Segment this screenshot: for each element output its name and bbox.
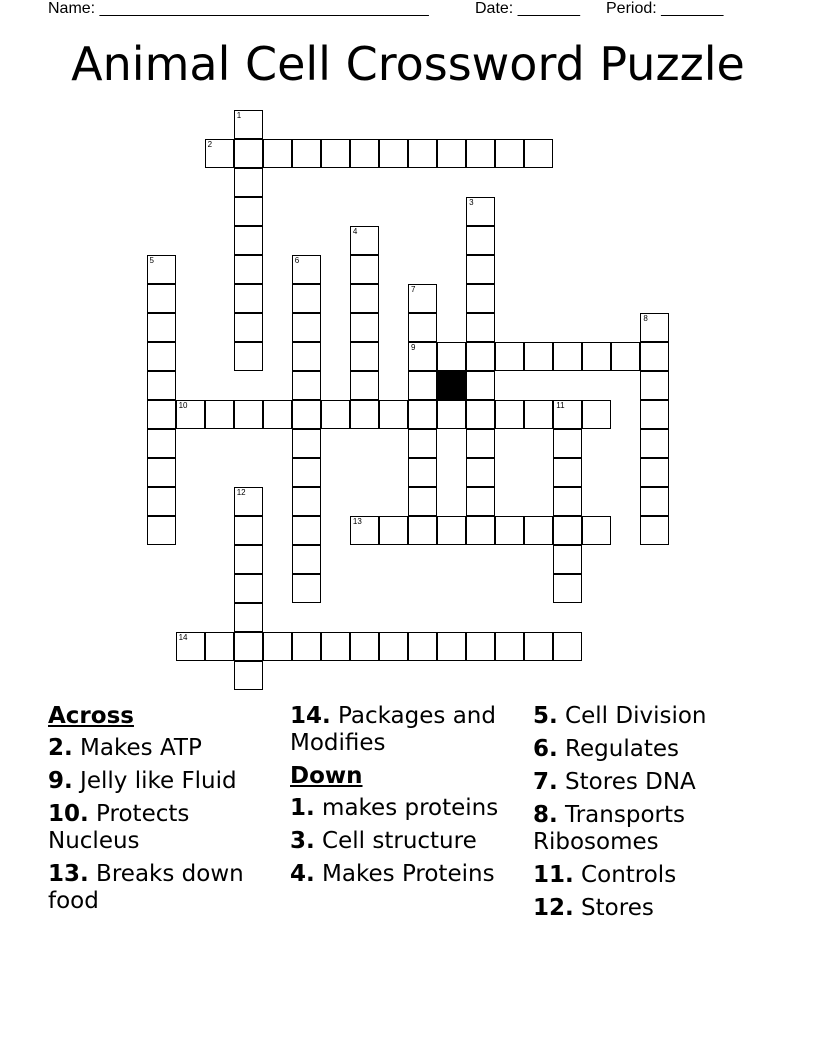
clue-item-text: Stores (573, 895, 654, 921)
grid-cell[interactable] (350, 139, 379, 168)
grid-cell[interactable] (466, 429, 495, 458)
down-clues-part-2 (533, 703, 758, 922)
grid-cell[interactable] (350, 371, 379, 400)
grid-cell[interactable] (640, 342, 669, 371)
clue-item (290, 795, 515, 822)
clue-item-text: Breaks down food (48, 861, 244, 914)
grid-cell[interactable] (495, 516, 524, 545)
grid-cell[interactable] (466, 487, 495, 516)
grid-cell[interactable] (350, 226, 379, 255)
clue-list (48, 703, 768, 1003)
grid-cell[interactable] (147, 255, 176, 284)
grid-cell[interactable] (408, 284, 437, 313)
grid-cell[interactable] (553, 342, 582, 371)
grid-cell[interactable] (147, 487, 176, 516)
clue-item-text: Packages and Modifies (290, 703, 496, 756)
grid-cell[interactable] (582, 342, 611, 371)
grid-cell[interactable] (466, 226, 495, 255)
grid-cell[interactable] (234, 313, 263, 342)
grid-cell[interactable] (437, 516, 466, 545)
grid-cell[interactable] (553, 545, 582, 574)
grid-cell[interactable] (437, 400, 466, 429)
grid-cell[interactable] (292, 255, 321, 284)
grid-cell[interactable] (292, 371, 321, 400)
grid-cell[interactable] (466, 516, 495, 545)
grid-cell[interactable] (234, 661, 263, 690)
grid-cell[interactable] (379, 139, 408, 168)
grid-cell[interactable] (495, 139, 524, 168)
clue-column-2 (290, 703, 515, 894)
grid-cell[interactable] (234, 632, 263, 661)
clue-item (533, 736, 758, 763)
grid-cell[interactable] (466, 342, 495, 371)
grid-cell[interactable] (350, 313, 379, 342)
grid-cell[interactable] (234, 603, 263, 632)
grid-cell[interactable] (640, 516, 669, 545)
grid-cell[interactable] (408, 516, 437, 545)
name-field-label[interactable]: Name: _____________________________________ (48, 0, 429, 17)
grid-cell[interactable] (640, 458, 669, 487)
grid-cell[interactable] (234, 574, 263, 603)
grid-cell[interactable] (495, 342, 524, 371)
grid-cell[interactable] (292, 487, 321, 516)
grid-cell[interactable] (292, 284, 321, 313)
grid-cell[interactable] (321, 139, 350, 168)
clue-number: 10 (178, 401, 188, 410)
clue-item (48, 735, 273, 762)
clue-item-number: 5. (533, 703, 558, 729)
grid-cell[interactable] (466, 284, 495, 313)
down-clues-part-1 (290, 795, 515, 888)
clue-item (533, 769, 758, 796)
grid-cell[interactable] (582, 516, 611, 545)
grid-cell[interactable] (234, 342, 263, 371)
grid-cell[interactable] (176, 400, 205, 429)
grid-cell[interactable] (408, 313, 437, 342)
grid-cell[interactable] (234, 487, 263, 516)
grid-cell[interactable] (466, 632, 495, 661)
clue-item (48, 801, 273, 855)
grid-cell[interactable] (234, 226, 263, 255)
grid-cell[interactable] (553, 400, 582, 429)
clue-item-text: Regulates (557, 736, 679, 762)
grid-cell[interactable] (147, 371, 176, 400)
across-clues-part-2 (290, 703, 515, 757)
clue-item-number: 9. (48, 768, 73, 794)
clue-item-text: Makes Proteins (314, 861, 495, 887)
grid-cell[interactable] (524, 632, 553, 661)
grid-cell[interactable] (524, 516, 553, 545)
clue-number: 9 (411, 342, 416, 352)
grid-cell[interactable] (524, 139, 553, 168)
grid-cell[interactable] (524, 400, 553, 429)
grid-cell[interactable] (147, 284, 176, 313)
clue-number: 13 (352, 517, 362, 527)
clue-item (533, 802, 758, 856)
page-title: Animal Cell Crossword Puzzle (71, 37, 745, 91)
grid-cell[interactable] (640, 400, 669, 429)
clue-item-text: Transports Ribosomes (533, 802, 685, 855)
grid-cell[interactable] (147, 458, 176, 487)
clue-item-text: Stores DNA (557, 769, 696, 795)
grid-cell[interactable] (234, 545, 263, 574)
grid-cell[interactable] (553, 632, 582, 661)
grid-cell[interactable] (408, 458, 437, 487)
grid-cell[interactable] (495, 632, 524, 661)
clue-item-number: 6. (533, 736, 558, 762)
grid-cell[interactable] (640, 487, 669, 516)
clue-number: 7 (411, 284, 416, 294)
clue-item-text: Makes ATP (72, 735, 202, 761)
grid-cell[interactable] (292, 632, 321, 661)
clue-item-number: 10. (48, 801, 89, 827)
clue-item (290, 828, 515, 855)
clue-item-number: 12. (533, 895, 574, 921)
clue-item-number: 2. (48, 735, 73, 761)
clue-item-text: Controls (573, 862, 677, 888)
grid-cell[interactable] (350, 400, 379, 429)
grid-cell[interactable] (466, 313, 495, 342)
clue-item (533, 703, 758, 730)
clue-item-number: 7. (533, 769, 558, 795)
clue-item-text: Jelly like Fluid (72, 768, 237, 794)
grid-cell[interactable] (147, 313, 176, 342)
grid-cell[interactable] (437, 139, 466, 168)
clue-number: 3 (469, 197, 474, 207)
grid-cell[interactable] (292, 429, 321, 458)
grid-cell[interactable] (292, 574, 321, 603)
grid-cell[interactable] (640, 313, 669, 342)
grid-cell[interactable] (466, 197, 495, 226)
clue-number: 6 (294, 255, 300, 265)
grid-cell[interactable] (234, 516, 263, 545)
grid-cell[interactable] (350, 516, 379, 545)
clue-item-number: 8. (533, 802, 558, 828)
clue-column-1 (48, 703, 273, 921)
grid-cell[interactable] (321, 400, 350, 429)
clue-item-number: 3. (290, 828, 315, 854)
grid-cell[interactable] (234, 168, 263, 197)
clue-number: 2 (207, 139, 213, 149)
clue-number: 4 (352, 226, 358, 236)
grid-cell[interactable] (292, 516, 321, 545)
grid-cell[interactable] (350, 255, 379, 284)
clue-number: 8 (643, 313, 648, 323)
clue-column-3 (533, 703, 758, 928)
grid-cell[interactable] (292, 342, 321, 371)
grid-cell[interactable] (234, 255, 263, 284)
clue-item-number: 14. (290, 703, 331, 729)
grid-cell[interactable] (234, 197, 263, 226)
grid-cell[interactable] (292, 313, 321, 342)
clue-item-number: 13. (48, 861, 89, 887)
grid-cell[interactable] (350, 284, 379, 313)
grid-cell[interactable] (437, 632, 466, 661)
grid-cell[interactable] (379, 400, 408, 429)
grid-cell[interactable] (553, 458, 582, 487)
grid-cell[interactable] (263, 400, 292, 429)
grid-cell[interactable] (437, 342, 466, 371)
clue-number: 12 (236, 488, 246, 498)
grid-cell[interactable] (466, 458, 495, 487)
period-field-label[interactable]: Period: _______ (606, 0, 724, 17)
grid-cell[interactable] (408, 371, 437, 400)
clue-item (290, 861, 515, 888)
grid-cell[interactable] (205, 632, 234, 661)
clue-number: 5 (149, 255, 154, 265)
grid-cell[interactable] (466, 400, 495, 429)
grid-cell[interactable] (524, 342, 553, 371)
grid-cell[interactable] (234, 400, 263, 429)
grid-cell[interactable] (553, 487, 582, 516)
grid-cell[interactable] (408, 632, 437, 661)
clue-number: 1 (236, 110, 242, 120)
clue-item-text: Cell Division (557, 703, 707, 729)
date-field-label[interactable]: Date: _______ (475, 0, 580, 17)
grid-cell[interactable] (292, 458, 321, 487)
grid-cell[interactable] (408, 400, 437, 429)
grid-cell[interactable] (408, 342, 437, 371)
down-heading: Down (290, 763, 363, 789)
grid-cell[interactable] (553, 574, 582, 603)
clue-number: 14 (178, 633, 188, 643)
clue-item-text: makes proteins (314, 795, 499, 821)
grid-cell[interactable] (408, 139, 437, 168)
grid-cell[interactable] (466, 139, 495, 168)
clue-item (533, 862, 758, 889)
clue-item (48, 861, 273, 915)
clue-item-number: 4. (290, 861, 315, 887)
grid-cell[interactable] (408, 429, 437, 458)
grid-cell[interactable] (495, 400, 524, 429)
grid-cell[interactable] (553, 516, 582, 545)
blocked-cell (437, 371, 466, 400)
clue-number: 11 (556, 401, 565, 410)
across-heading: Across (48, 703, 134, 729)
grid-cell[interactable] (408, 487, 437, 516)
grid-cell[interactable] (321, 632, 350, 661)
grid-cell[interactable] (466, 255, 495, 284)
clue-item (290, 703, 515, 757)
grid-cell[interactable] (147, 429, 176, 458)
grid-cell[interactable] (263, 632, 292, 661)
grid-cell[interactable] (292, 545, 321, 574)
clue-item-text: Protects Nucleus (48, 801, 190, 854)
grid-cell[interactable] (147, 342, 176, 371)
grid-cell[interactable] (640, 429, 669, 458)
grid-cell[interactable] (234, 110, 263, 139)
grid-cell[interactable] (234, 139, 263, 168)
grid-cell[interactable] (147, 516, 176, 545)
grid-cell[interactable] (640, 371, 669, 400)
grid-cell[interactable] (292, 139, 321, 168)
grid-cell[interactable] (292, 400, 321, 429)
grid-cell[interactable] (582, 400, 611, 429)
grid-cell[interactable] (147, 400, 176, 429)
grid-cell[interactable] (234, 284, 263, 313)
across-clues-part-1 (48, 735, 273, 915)
grid-cell[interactable] (611, 342, 640, 371)
clue-item-text: Cell structure (314, 828, 477, 854)
grid-cell[interactable] (263, 139, 292, 168)
grid-cell[interactable] (350, 632, 379, 661)
grid-cell[interactable] (379, 632, 408, 661)
grid-cell[interactable] (379, 516, 408, 545)
grid-cell[interactable] (205, 139, 234, 168)
clue-item (48, 768, 273, 795)
grid-cell[interactable] (205, 400, 234, 429)
grid-cell[interactable] (466, 371, 495, 400)
grid-cell[interactable] (553, 429, 582, 458)
clue-item (533, 895, 758, 922)
clue-item-number: 1. (290, 795, 315, 821)
clue-item-number: 11. (533, 862, 574, 888)
grid-cell[interactable] (176, 632, 205, 661)
grid-cell[interactable] (350, 342, 379, 371)
